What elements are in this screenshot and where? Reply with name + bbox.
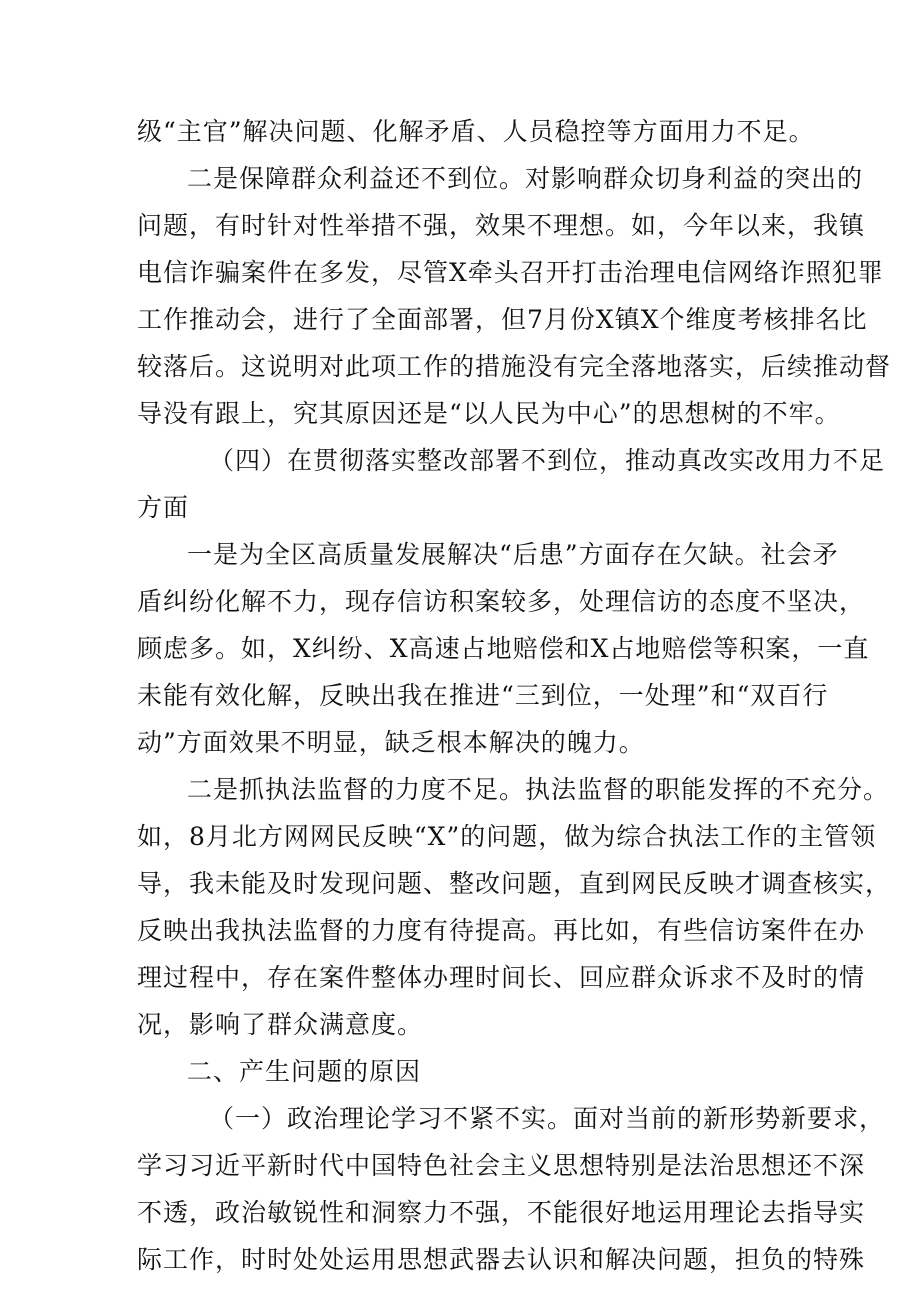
text-line: 未能有效化解，反映出我在推进“三到位，一处理”和“双百行 — [137, 681, 829, 710]
paragraph-first-line: 一是为全区高质量发展解决“后患”方面存在欠缺。社会矛 — [187, 540, 839, 569]
text-line: 盾纠纷化解不力，现存信访积案较多，处理信访的态度不坚决， — [137, 587, 866, 616]
text-line: 动”方面效果不明显，缺乏根本解决的魄力。 — [137, 728, 645, 757]
paragraph-first-line: 二是抓执法监督的力度不足。执法监督的职能发挥的不充分。 — [187, 775, 890, 804]
text-line: 导没有跟上，究其原因还是“以人民为中心”的思想树的不牢。 — [137, 399, 841, 428]
paragraph-first-line: （一）政治理论学习不紧不实。面对当前的新形势新要求， — [209, 1104, 886, 1133]
text-line: 如，8月北方网网民反映“X”的问题，做为综合执法工作的主管领 — [137, 822, 877, 851]
text-line: 反映出我执法监督的力度有待提高。再比如，有些信访案件在办 — [137, 916, 866, 945]
text-line: 理过程中，存在案件整体办理时间长、回应群众诉求不及时的情 — [137, 963, 866, 992]
text-line: 际工作，时时处处运用思想武器去认识和解决问题，担负的特殊 — [137, 1245, 866, 1274]
text-line: 学习习近平新时代中国特色社会主义思想特别是法治思想还不深 — [137, 1151, 866, 1180]
section-heading: 二、产生问题的原因 — [187, 1057, 422, 1086]
text-line: 问题，有时针对性举措不强，效果不理想。如，今年以来，我镇 — [137, 211, 866, 240]
text-line: 电信诈骗案件在多发，尽管X牵头召开打击治理电信网络诈照犯罪 — [137, 258, 884, 287]
section-subheading-continued: 方面 — [137, 493, 190, 522]
text-line: 不透，政治敏锐性和洞察力不强，不能很好地运用理论去指导实 — [137, 1198, 866, 1227]
text-line: 工作推动会，进行了全面部署，但7月份X镇X个维度考核排名比 — [137, 305, 868, 334]
text-line: 导，我未能及时发现问题、整改问题，直到网民反映才调查核实， — [137, 869, 892, 898]
paragraph-first-line: 二是保障群众利益还不到位。对影响群众切身利益的突出的 — [187, 164, 864, 193]
text-line: 级“主官”解决问题、化解矛盾、人员稳控等方面用力不足。 — [137, 117, 815, 146]
text-line: 顾虑多。如，X纠纷、X高速占地赔偿和X占地赔偿等积案，一直 — [137, 634, 870, 663]
text-line: 况，影响了群众满意度。 — [137, 1010, 424, 1039]
text-line: 较落后。这说明对此项工作的措施没有完全落地落实，后续推动督 — [137, 352, 892, 381]
section-subheading: （四）在贯彻落实整改部署不到位，推动真改实改用力不足 — [209, 446, 886, 475]
